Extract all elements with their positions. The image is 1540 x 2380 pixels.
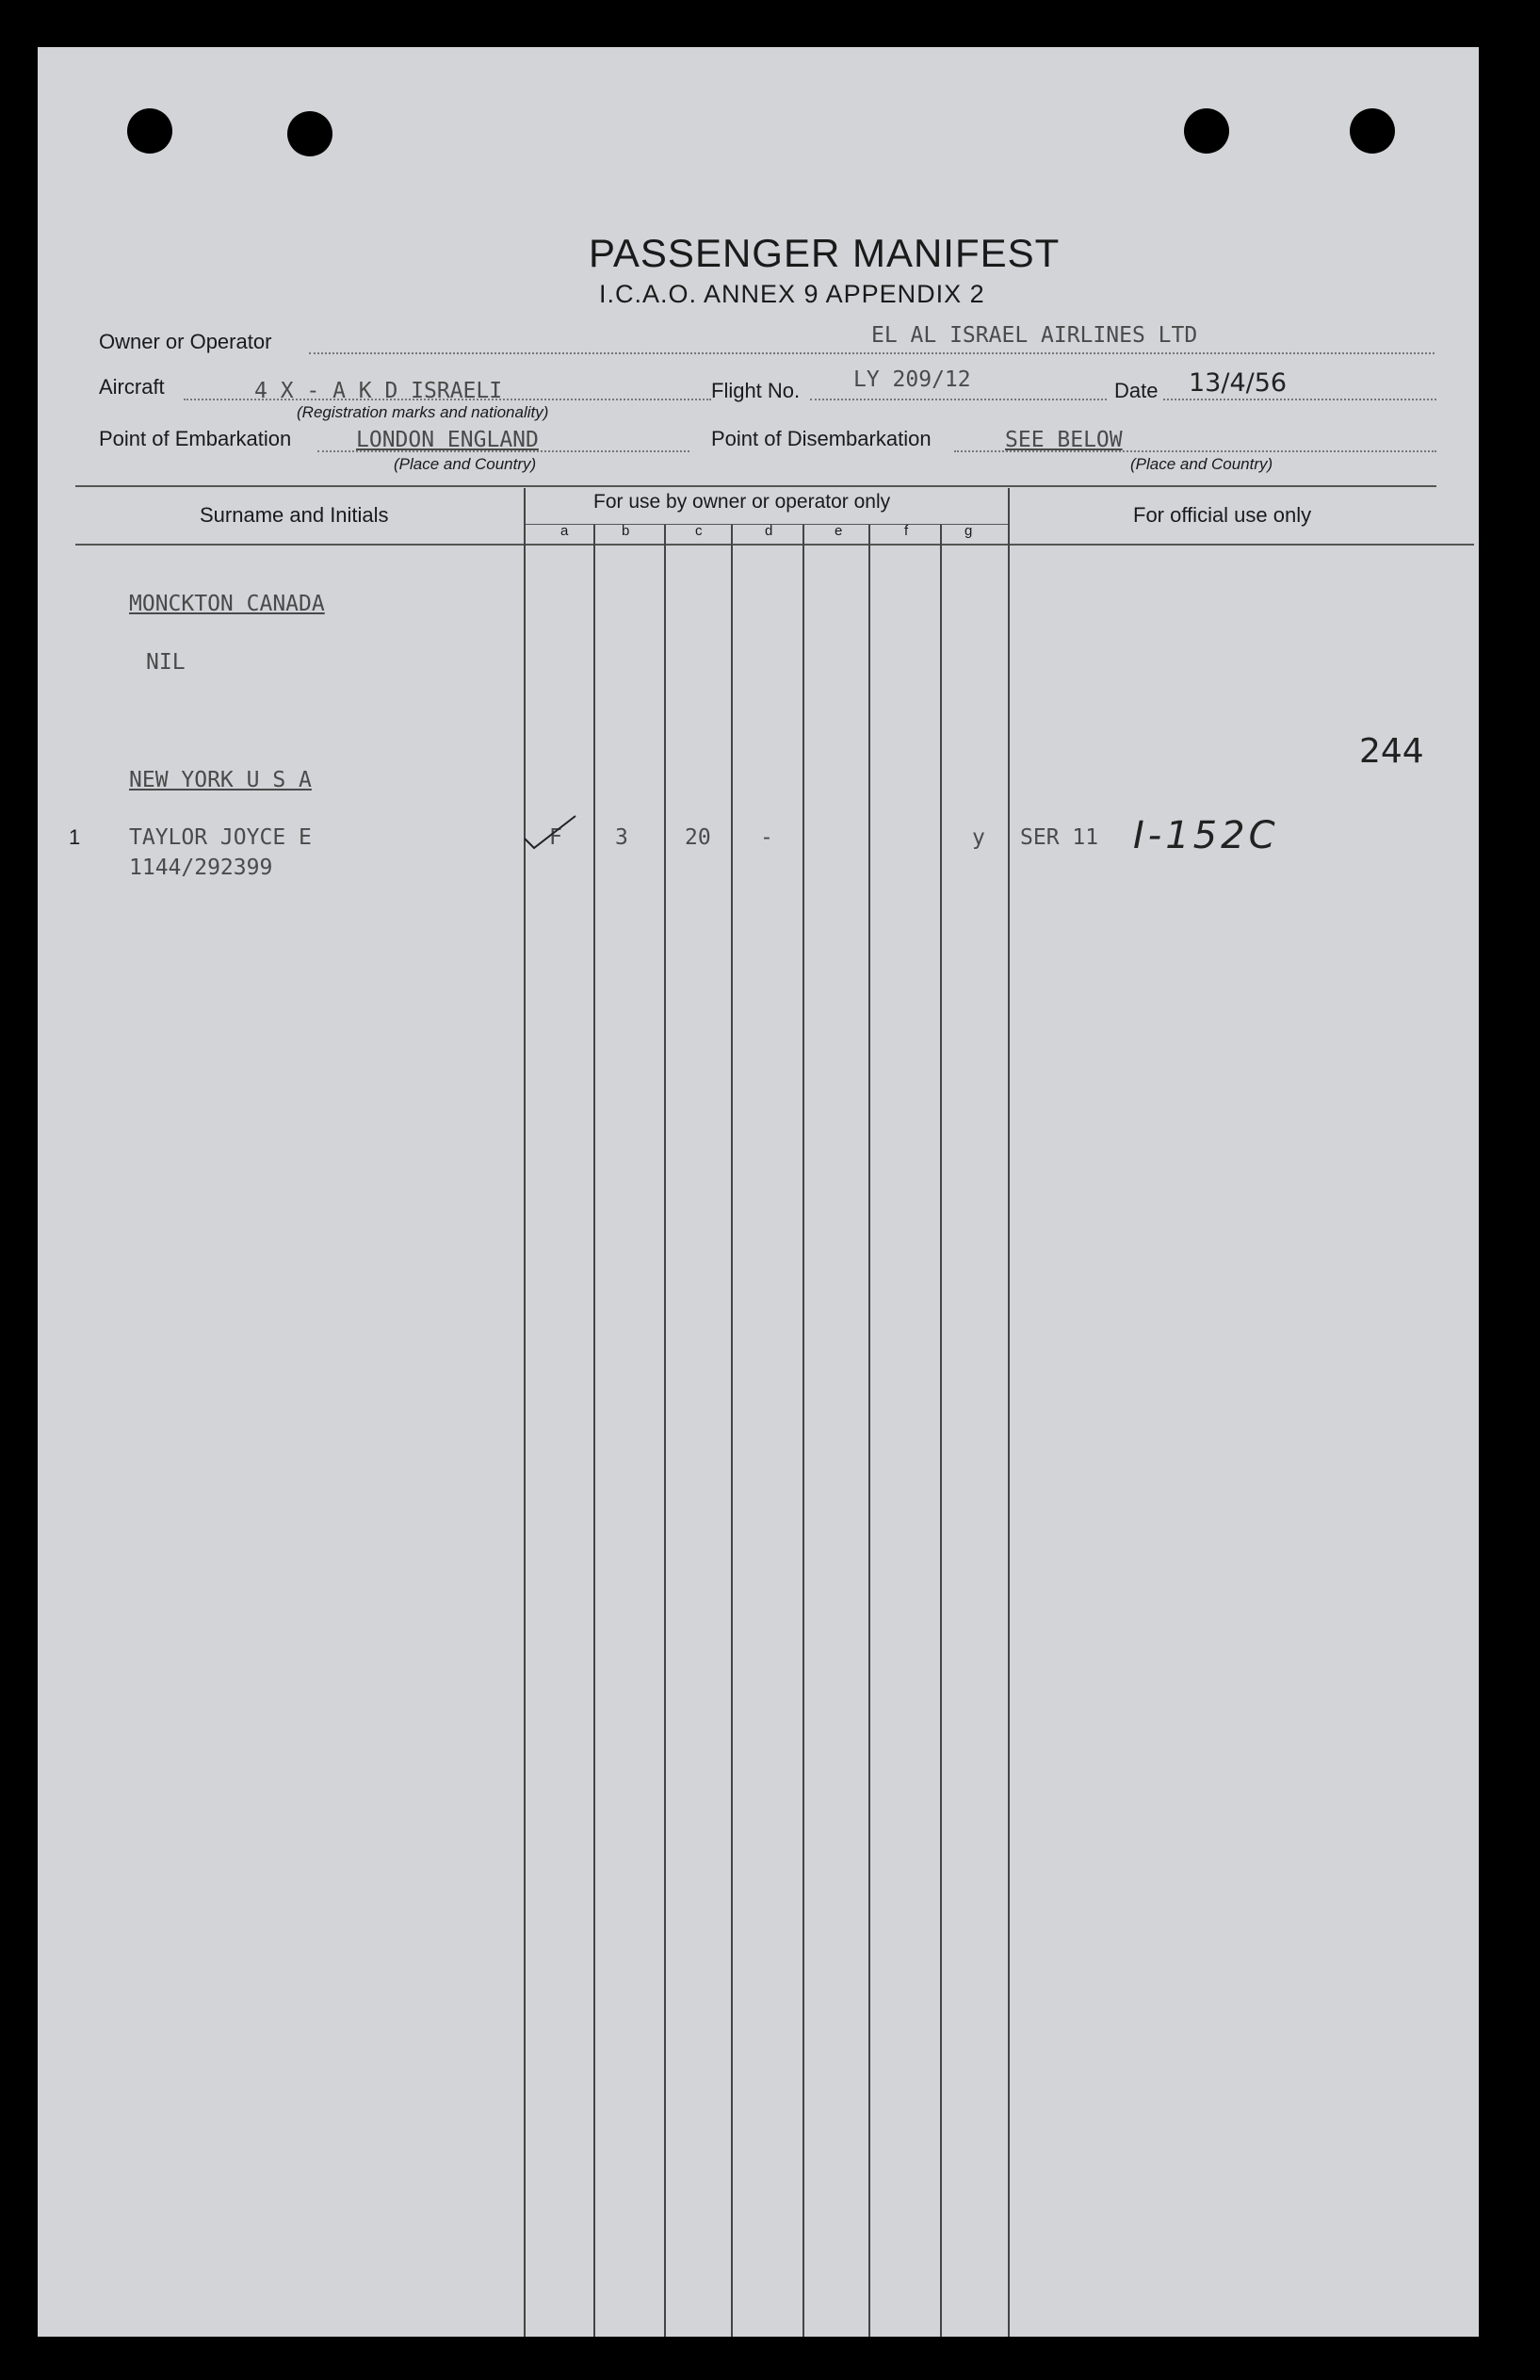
embark-label: Point of Embarkation — [99, 427, 292, 450]
subcol-g: g — [965, 523, 973, 539]
punch-hole — [287, 111, 332, 156]
manifest-page — [38, 47, 1479, 2337]
subcol-d: d — [765, 523, 773, 539]
col-divider — [1008, 488, 1010, 2337]
col-divider — [731, 525, 733, 2337]
col-divider — [664, 525, 666, 2337]
passenger-ref: 1144/292399 — [129, 856, 273, 880]
date-dots — [1163, 399, 1436, 400]
embark-value: LONDON ENGLAND — [356, 428, 539, 452]
date-value: 13/4/56 — [1189, 368, 1288, 398]
aircraft-note: (Registration marks and nationality) — [297, 403, 549, 421]
disembark-value: SEE BELOW — [1005, 428, 1123, 452]
col-divider — [524, 488, 526, 2337]
punch-hole — [1184, 108, 1229, 154]
official-typed: SER 11 — [1020, 825, 1099, 850]
punch-hole — [127, 108, 172, 154]
col-divider — [802, 525, 804, 2337]
cell-c: 20 — [685, 825, 711, 850]
cell-b: 3 — [615, 825, 628, 850]
col-official-header: For official use only — [1133, 503, 1312, 527]
col-owner-use-header: For use by owner or operator only — [593, 491, 891, 513]
passenger-name: TAYLOR JOYCE E — [129, 825, 312, 850]
subcol-b: b — [622, 523, 630, 539]
section-destination: NEW YORK U S A — [129, 768, 312, 792]
subcol-a: a — [560, 523, 569, 539]
cell-d: - — [760, 825, 773, 850]
section-destination: MONCKTON CANADA — [129, 592, 325, 616]
col-divider — [940, 525, 942, 2337]
official-handwritten: I-152C — [1133, 814, 1279, 857]
page-subtitle: I.C.A.O. ANNEX 9 APPENDIX 2 — [599, 280, 985, 308]
flight-value: LY 209/12 — [853, 367, 971, 392]
col-divider — [868, 525, 870, 2337]
section-note: NIL — [146, 650, 186, 675]
owner-label: Owner or Operator — [99, 330, 272, 353]
flight-label: Flight No. — [711, 379, 801, 402]
cell-g: y — [972, 825, 985, 850]
flight-dots — [810, 399, 1107, 400]
subcol-e: e — [835, 523, 843, 539]
passenger-number: 1 — [69, 825, 81, 849]
subcol-c: c — [695, 523, 703, 539]
subcol-f: f — [904, 523, 909, 539]
date-label: Date — [1114, 379, 1159, 402]
owner-value: EL AL ISRAEL AIRLINES LTD — [871, 323, 1198, 348]
col-divider — [593, 525, 595, 2337]
owner-dots — [309, 352, 1435, 354]
col-surname-header: Surname and Initials — [200, 503, 389, 527]
disembark-note: (Place and Country) — [1130, 455, 1273, 473]
punch-hole — [1350, 108, 1395, 154]
table-top-rule — [75, 485, 1436, 487]
page-title: PASSENGER MANIFEST — [589, 231, 1061, 275]
page-number: 244 — [1359, 732, 1424, 771]
aircraft-value: 4 X - A K D ISRAELI — [254, 379, 503, 403]
cell-a: F — [549, 825, 562, 850]
disembark-label: Point of Disembarkation — [711, 427, 932, 450]
aircraft-label: Aircraft — [99, 375, 165, 399]
embark-note: (Place and Country) — [394, 455, 537, 473]
check-mark — [523, 812, 579, 861]
header-bottom-rule — [75, 544, 1474, 546]
